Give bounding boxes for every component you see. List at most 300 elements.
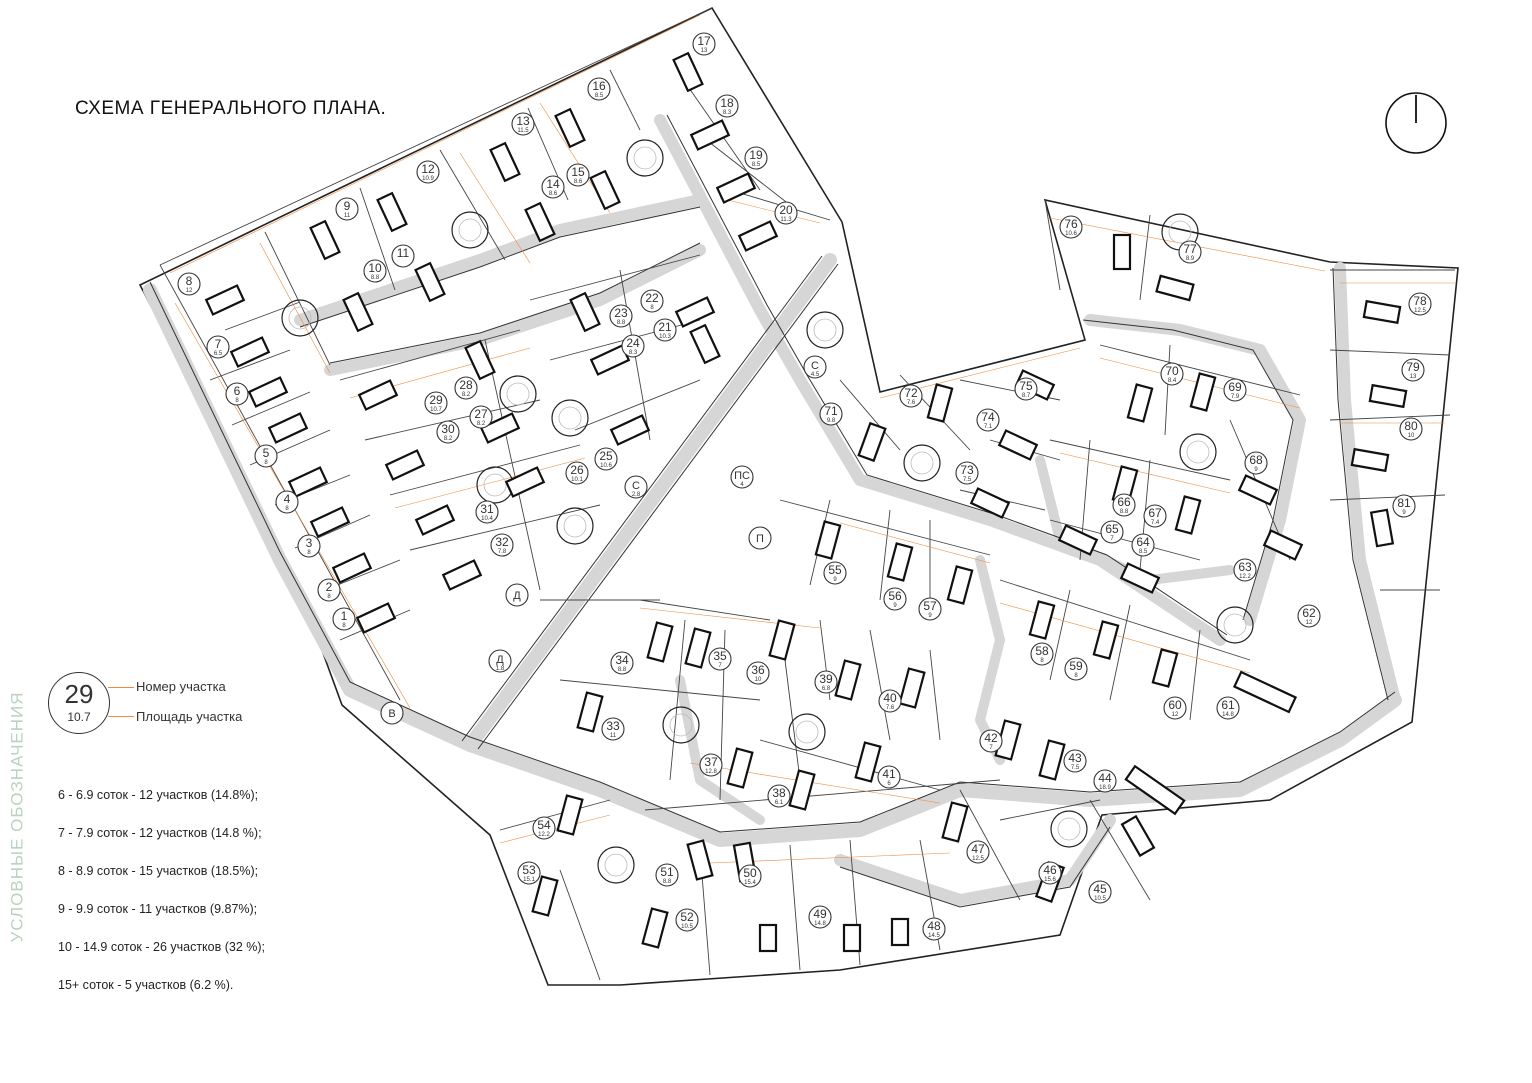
plot-area: 10.9: [422, 176, 434, 182]
plot-marker: [567, 164, 589, 186]
plot-area: 6.8: [821, 686, 831, 692]
plot-number: 37: [704, 755, 718, 769]
plot-area: 8.5: [1138, 549, 1148, 555]
plot-marker: [1064, 750, 1086, 772]
plot-number: 42: [984, 731, 998, 745]
plot-number: 36: [751, 663, 765, 677]
plot-number: 23: [614, 306, 628, 320]
plot-area: 8: [327, 594, 331, 600]
plot-area: 10.5: [1094, 896, 1106, 902]
house-footprint: [648, 623, 673, 662]
plot-area: 12: [1171, 712, 1179, 718]
plot-area: 8.2: [443, 436, 453, 442]
plot-area: 10.5: [681, 924, 693, 930]
plot-area: 8: [1074, 673, 1078, 679]
plot-marker: [809, 906, 831, 928]
plot-number: 54: [537, 818, 551, 832]
plot-number: 27: [474, 407, 488, 421]
plot-marker: [588, 78, 610, 100]
house-footprint: [231, 338, 269, 367]
plot-number: 50: [743, 866, 757, 880]
plot-marker: [815, 671, 837, 693]
legend-area-label: Площадь участка: [136, 709, 243, 724]
plot-marker: [364, 260, 386, 282]
plot-marker: [455, 377, 477, 399]
plot-area: 12.5: [972, 856, 984, 862]
facility-area: 2.8: [631, 492, 641, 498]
plot-marker: [1132, 534, 1154, 556]
plot-area: 8.3: [628, 350, 638, 356]
plot-area: 13: [1409, 374, 1417, 380]
plot-number: 43: [1068, 751, 1082, 765]
plot-area: 8: [650, 305, 654, 311]
plot-number: 66: [1117, 495, 1131, 509]
plot-marker: [512, 113, 534, 135]
plot-area: 7: [1110, 536, 1114, 542]
plot-marker: [610, 305, 632, 327]
plot-marker: [533, 817, 555, 839]
plot-marker: [739, 865, 761, 887]
plot-number: 19: [749, 148, 763, 162]
house-footprint: [591, 171, 620, 209]
plot-marker: [1031, 643, 1053, 665]
house-footprint: [333, 554, 371, 583]
plot-number: 79: [1406, 360, 1420, 374]
house-footprint: [1153, 650, 1177, 687]
facility-marker: [749, 527, 771, 549]
plot-number: 13: [516, 114, 530, 128]
legend-sample-number: 29: [64, 679, 94, 709]
house-footprint: [1128, 385, 1152, 422]
north-arrow-icon: [1386, 93, 1446, 153]
plot-number: 63: [1238, 560, 1252, 574]
plot-area: 14.8: [1222, 712, 1234, 718]
plot-number: 81: [1397, 496, 1411, 510]
plot-marker: [1224, 379, 1246, 401]
plot-marker: [1179, 241, 1201, 263]
plot-number: 67: [1148, 506, 1162, 520]
plot-marker: [437, 421, 459, 443]
house-footprints: [206, 53, 1406, 951]
plot-number: 9: [343, 199, 351, 213]
house-footprint: [790, 771, 815, 810]
house-footprint: [443, 561, 481, 590]
plot-number: 56: [888, 589, 902, 603]
house-footprint: [1176, 497, 1200, 534]
plot-area: 8: [285, 506, 289, 512]
plot-number: 21: [658, 320, 672, 334]
plot-area: 8.6: [573, 179, 583, 185]
house-footprint: [691, 121, 729, 150]
plot-area: 9.8: [826, 418, 836, 424]
plot-number: 59: [1069, 659, 1083, 673]
house-footprint: [1371, 510, 1393, 546]
plot-marker: [491, 534, 513, 556]
house-footprint: [859, 423, 886, 460]
plot-area: 8.6: [548, 191, 558, 197]
plot-marker: [745, 147, 767, 169]
plot-area: 9: [893, 603, 897, 609]
house-footprint: [357, 604, 395, 633]
house-footprint: [1122, 816, 1154, 855]
facility-area: 4: [740, 482, 744, 488]
house-footprint: [888, 544, 912, 581]
house-footprint: [466, 341, 495, 379]
plot-marker: [1060, 216, 1082, 238]
plot-area: 10.1: [571, 477, 583, 483]
plot-number: 5: [262, 446, 270, 460]
tree-icon: [552, 400, 588, 436]
house-footprint: [856, 743, 881, 782]
plot-marker: [622, 335, 644, 357]
plot-marker: [923, 918, 945, 940]
facility-marker: [731, 466, 753, 488]
house-footprint: [943, 803, 968, 842]
plot-area: 7.9: [1230, 394, 1240, 400]
plot-number: 51: [660, 865, 674, 879]
plot-number: 58: [1035, 644, 1049, 658]
tree-icon: [1051, 811, 1087, 847]
plot-number: 10: [368, 261, 382, 275]
plot-number: 25: [599, 449, 613, 463]
plot-area: 8.2: [476, 421, 486, 427]
plot-area: 10.4: [481, 516, 493, 522]
plot-area: 7.5: [962, 477, 972, 483]
plot-marker: [518, 862, 540, 884]
facility-marker: [381, 702, 403, 724]
plot-number: 24: [626, 336, 640, 350]
plot-number: 11: [396, 246, 410, 260]
plot-number: 6: [233, 384, 241, 398]
plot-area: 8.2: [461, 392, 471, 398]
plot-number: 20: [779, 203, 793, 217]
plot-marker: [207, 336, 229, 358]
plot-number: 7: [214, 337, 222, 351]
facility-marker: [625, 476, 647, 498]
house-footprint: [643, 909, 668, 948]
plot-marker: [654, 319, 676, 341]
house-footprint: [1040, 741, 1065, 780]
plot-marker: [716, 95, 738, 117]
house-footprint: [269, 414, 307, 443]
plot-area: 8.9: [1185, 256, 1195, 262]
plot-number: 39: [819, 672, 833, 686]
plot-marker: [1039, 862, 1061, 884]
plot-number: 30: [441, 422, 455, 436]
facility-marker: [489, 650, 511, 672]
legend-number-leader: [108, 687, 134, 688]
facility-marker: [506, 584, 528, 606]
plot-marker: [542, 176, 564, 198]
plot-number: 64: [1136, 535, 1150, 549]
plot-marker: [878, 766, 900, 788]
plot-marker: [676, 909, 698, 931]
plot-marker: [1144, 505, 1166, 527]
plot-marker: [1400, 418, 1422, 440]
plot-marker: [566, 462, 588, 484]
plot-area: 9: [1402, 510, 1406, 516]
plot-number: 40: [883, 691, 897, 705]
plot-area: 10.6: [600, 463, 612, 469]
house-footprint: [1191, 374, 1215, 411]
plot-number: 2: [325, 580, 333, 594]
plot-marker: [276, 491, 298, 513]
plot-marker: [333, 608, 355, 630]
plot-number: 1: [340, 609, 348, 623]
plot-area: 12.2: [538, 832, 550, 838]
plot-number: 26: [570, 463, 584, 477]
plot-number: 75: [1019, 379, 1033, 393]
plot-area: 11.5: [517, 128, 529, 134]
plot-marker: [1089, 881, 1111, 903]
plot-area: 7.1: [983, 424, 993, 430]
house-footprint: [556, 109, 585, 147]
plot-marker: [956, 462, 978, 484]
plot-number: 76: [1064, 217, 1078, 231]
plot-number: 32: [495, 535, 509, 549]
facility-label: В: [388, 708, 396, 720]
plot-area: 6.5: [213, 351, 223, 357]
house-footprint: [1094, 622, 1118, 659]
tree-icon: [500, 376, 536, 412]
plot-area: 10.3: [659, 334, 671, 340]
tree-icon: [904, 445, 940, 481]
plot-marker: [1094, 770, 1116, 792]
house-footprint: [674, 53, 703, 91]
plot-marker: [884, 588, 906, 610]
plot-number: 68: [1249, 453, 1263, 467]
house-footprint: [249, 378, 287, 407]
house-footprint: [378, 193, 407, 231]
plot-area: 8.8: [370, 275, 380, 281]
plot-marker: [919, 598, 941, 620]
plot-number: 17: [697, 34, 711, 48]
plot-marker: [476, 501, 498, 523]
plot-area: 18.9: [1099, 785, 1111, 791]
plot-number: 33: [606, 719, 620, 733]
plot-number: 65: [1105, 522, 1119, 536]
plot-area: 10: [1407, 433, 1415, 439]
plot-area: 8.5: [751, 162, 761, 168]
plot-area: 12.2: [1239, 574, 1251, 580]
plot-marker: [656, 864, 678, 886]
plot-area: 8.8: [1119, 509, 1129, 515]
house-footprint: [533, 877, 558, 916]
plot-marker: [1393, 495, 1415, 517]
plot-number: 70: [1165, 364, 1179, 378]
house-footprint: [1234, 672, 1295, 712]
house-footprint: [311, 221, 340, 259]
tree-icon: [1180, 434, 1216, 470]
tree-icon: [452, 212, 488, 248]
plot-number: 78: [1413, 294, 1427, 308]
plot-number: 55: [828, 563, 842, 577]
plot-number: 53: [522, 863, 536, 877]
plot-number: 60: [1168, 698, 1182, 712]
house-footprint: [578, 693, 603, 732]
house-footprint: [760, 925, 776, 951]
house-footprint: [558, 796, 583, 835]
plot-marker: [693, 33, 715, 55]
plot-area: 6: [887, 781, 891, 787]
plot-number: 47: [971, 842, 985, 856]
plot-marker: [298, 535, 320, 557]
facility-label: ПС: [734, 470, 750, 482]
facility-label: Д: [496, 654, 504, 666]
plot-number: 45: [1093, 882, 1107, 896]
plot-area: 7.6: [885, 705, 895, 711]
plot-area: 12.5: [1414, 308, 1426, 314]
plot-area: 12: [185, 288, 193, 294]
dimension-lines: [170, 15, 1455, 863]
plot-marker: [595, 448, 617, 470]
stat-line: 8 - 8.9 соток - 15 участков (18.5%);: [58, 864, 259, 878]
plot-area: 8: [235, 398, 239, 404]
plot-area: 14.5: [928, 933, 940, 939]
plot-area: 7.8: [497, 549, 507, 555]
plot-marker: [775, 202, 797, 224]
plot-number: 72: [904, 386, 918, 400]
plot-area: 15.1: [523, 877, 535, 883]
plot-number: 8: [185, 274, 193, 288]
facility-label: Д: [513, 590, 521, 602]
house-footprint: [836, 661, 861, 700]
facility-label: П: [756, 533, 764, 545]
plot-area: 15.6: [1044, 877, 1056, 883]
facility-area: 4.5: [810, 372, 820, 378]
plot-area: 8: [1040, 658, 1044, 664]
stat-line: 15+ соток - 5 участков (6.2 %).: [58, 978, 234, 992]
house-footprint: [900, 669, 925, 708]
plot-number: 71: [824, 404, 838, 418]
plot-number: 31: [480, 502, 494, 516]
plot-number: 52: [680, 910, 694, 924]
tree-icon: [807, 312, 843, 348]
plot-marker: [417, 161, 439, 183]
house-footprint: [928, 385, 952, 422]
house-footprint: [688, 841, 713, 880]
plot-area: 13: [700, 48, 708, 54]
plot-marker: [178, 273, 200, 295]
house-footprint: [717, 174, 755, 203]
side-legend-label: УСЛОВНЫЕ ОБОЗНАЧЕНИЯ: [7, 691, 27, 943]
house-footprint: [844, 925, 860, 951]
legend-sample-area: 10.7: [67, 710, 91, 724]
house-footprint: [416, 506, 454, 535]
plot-area: 7: [989, 745, 993, 751]
plot-area: 14.8: [814, 921, 826, 927]
plot-number: 38: [772, 786, 786, 800]
plot-number: 28: [459, 378, 473, 392]
plot-marker: [980, 730, 1002, 752]
plot-area: 11: [343, 213, 351, 219]
plot-number: 73: [960, 463, 974, 477]
plot-area: 8.5: [594, 93, 604, 99]
plot-area: 10: [754, 677, 762, 683]
plot-marker: [1409, 293, 1431, 315]
plot-area: 10.6: [1065, 231, 1077, 237]
house-footprint: [1370, 385, 1406, 407]
plot-area: 9: [928, 613, 932, 619]
plot-number: 29: [429, 393, 443, 407]
legend-number-label: Номер участка: [136, 679, 226, 694]
plot-area: 7: [718, 663, 722, 669]
house-footprint: [1364, 301, 1400, 323]
plot-marker: [1245, 452, 1267, 474]
plot-area: 7.4: [1150, 520, 1160, 526]
plot-area: 8: [264, 460, 268, 466]
facility-marker: [804, 356, 826, 378]
plot-marker: [1015, 378, 1037, 400]
plot-number: 18: [720, 96, 734, 110]
tree-icon: [627, 140, 663, 176]
plot-number: 62: [1302, 606, 1316, 620]
plot-area: 8: [342, 623, 346, 629]
house-footprint: [739, 222, 777, 251]
plot-marker: [641, 290, 663, 312]
plot-area: 9: [1254, 467, 1258, 473]
plot-marker: [977, 409, 999, 431]
plot-marker: [709, 648, 731, 670]
plot-marker: [425, 392, 447, 414]
stat-line: 6 - 6.9 соток - 12 участков (14.8%);: [58, 788, 259, 802]
plot-number: 35: [713, 649, 727, 663]
plot-number: 61: [1221, 698, 1235, 712]
plot-number: 22: [645, 291, 659, 305]
plot-area: 8.8: [616, 320, 626, 326]
plot-number: 77: [1183, 242, 1197, 256]
house-footprint: [206, 286, 244, 315]
plot-number: 44: [1098, 771, 1112, 785]
house-footprint: [1030, 602, 1054, 639]
plot-marker: [1161, 363, 1183, 385]
plot-marker: [768, 785, 790, 807]
plot-area: 8: [307, 550, 311, 556]
plot-number: 4: [283, 492, 291, 506]
facility-label: С: [632, 480, 640, 492]
plot-marker: [1101, 521, 1123, 543]
plot-number: 12: [421, 162, 435, 176]
plot-marker: [1164, 697, 1186, 719]
plot-area: 12: [1305, 620, 1313, 626]
plot-marker: [1065, 658, 1087, 680]
plot-area: 6.1: [774, 800, 784, 806]
house-footprint: [999, 431, 1037, 460]
plot-number: 57: [923, 599, 937, 613]
plot-number: 14: [546, 177, 560, 191]
plot-marker: [1298, 605, 1320, 627]
plot-area: 7.5: [1070, 765, 1080, 771]
plot-marker: [820, 403, 842, 425]
house-footprint: [676, 298, 714, 327]
plot-marker: [967, 841, 989, 863]
plot-area: 8.7: [1021, 393, 1031, 399]
plot-area: 8.8: [617, 667, 627, 673]
plot-marker: [747, 662, 769, 684]
plot-area: 8.3: [722, 110, 732, 116]
house-footprint: [1157, 276, 1194, 300]
plot-number: 69: [1228, 380, 1242, 394]
plot-number: 46: [1043, 863, 1057, 877]
plot-marker: [1113, 494, 1135, 516]
plot-number: 3: [305, 536, 313, 550]
plot-area: 11: [609, 733, 617, 739]
plot-marker: [392, 245, 414, 267]
plot-area: 9: [833, 577, 837, 583]
plot-number: 34: [615, 653, 629, 667]
house-footprint: [611, 416, 649, 445]
house-footprint: [892, 919, 908, 945]
